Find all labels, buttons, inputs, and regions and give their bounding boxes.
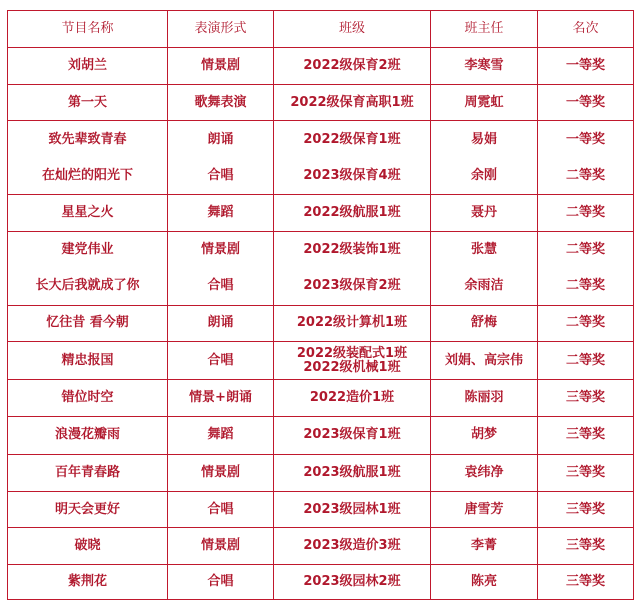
class-cell (274, 416, 431, 454)
class-cell (274, 528, 431, 565)
award-results-table (7, 10, 634, 600)
program-name-cell: 长大后我就成了你 (8, 268, 168, 305)
class-line: 2023级园林2班 (303, 574, 401, 590)
head-teacher-cell: 袁纬净 (431, 454, 538, 491)
class-line: 2022级保育高职1班 (290, 94, 414, 110)
rank-cell: 三等奖 (538, 380, 634, 417)
program-name-cell: 错位时空 (8, 380, 168, 417)
header-row (8, 11, 634, 48)
table-row (8, 158, 634, 195)
rank-cell: 一等奖 (538, 121, 634, 158)
performance-form-cell: 舞蹈 (168, 416, 274, 454)
performance-form-cell: 朗诵 (168, 305, 274, 342)
head-teacher-cell: 舒梅 (431, 305, 538, 342)
program-name-cell: 刘胡兰 (8, 47, 168, 84)
program-name-cell: 第一天 (8, 84, 168, 121)
column-header: 班主任 (431, 11, 538, 48)
table-row (8, 305, 634, 342)
performance-form-cell: 合唱 (168, 268, 274, 305)
head-teacher-cell: 聂丹 (431, 195, 538, 232)
table-row (8, 528, 634, 565)
rank-cell: 二等奖 (538, 195, 634, 232)
head-teacher-cell: 唐雪芳 (431, 491, 538, 528)
rank-cell: 一等奖 (538, 84, 634, 121)
table-row (8, 84, 634, 121)
program-name-cell: 建党伟业 (8, 231, 168, 268)
program-name-cell: 精忠报国 (8, 342, 168, 380)
performance-form-cell: 情景剧 (168, 47, 274, 84)
rank-cell: 二等奖 (538, 342, 634, 380)
table-row (8, 47, 634, 84)
table-row (8, 416, 634, 454)
class-cell (274, 305, 431, 342)
column-header: 节目名称 (8, 11, 168, 48)
class-line: 2023级保育1班 (303, 427, 401, 443)
table-row (8, 195, 634, 232)
program-name-cell: 星星之火 (8, 195, 168, 232)
class-cell (274, 380, 431, 417)
performance-form-cell: 合唱 (168, 565, 274, 600)
table-row (8, 121, 634, 158)
class-line: 2022级装饰1班 (303, 242, 401, 258)
class-cell (274, 158, 431, 195)
program-name-cell: 忆往昔 看今朝 (8, 305, 168, 342)
rank-cell: 一等奖 (538, 47, 634, 84)
class-line: 2022级装配式1班 (296, 345, 408, 361)
class-cell (274, 342, 431, 380)
class-line: 2022级航服1班 (303, 204, 401, 220)
program-name-cell: 在灿烂的阳光下 (8, 158, 168, 195)
table-row (8, 268, 634, 305)
performance-form-cell: 合唱 (168, 158, 274, 195)
program-name-cell: 致先辈致青春 (8, 121, 168, 158)
table-row (8, 342, 634, 380)
class-cell (274, 121, 431, 158)
rank-cell: 二等奖 (538, 268, 634, 305)
class-cell (274, 195, 431, 232)
class-line: 2023级保育2班 (303, 278, 401, 294)
table-row (8, 565, 634, 600)
table-body (8, 11, 634, 600)
class-line: 2023级造价3班 (303, 538, 401, 554)
rank-cell: 三等奖 (538, 528, 634, 565)
rank-cell: 二等奖 (538, 231, 634, 268)
class-line: 2023级航服1班 (303, 464, 401, 480)
head-teacher-cell: 李寒雪 (431, 47, 538, 84)
performance-form-cell: 情景剧 (168, 231, 274, 268)
head-teacher-cell: 陈亮 (431, 565, 538, 600)
class-cell (274, 454, 431, 491)
class-line: 2022造价1班 (309, 390, 395, 406)
head-teacher-cell: 易娟 (431, 121, 538, 158)
column-header: 名次 (538, 11, 634, 48)
head-teacher-cell: 周霓虹 (431, 84, 538, 121)
head-teacher-cell: 陈丽羽 (431, 380, 538, 417)
table-row (8, 454, 634, 491)
class-cell (274, 565, 431, 600)
rank-cell: 三等奖 (538, 416, 634, 454)
performance-form-cell: 情景+朗诵 (168, 380, 274, 417)
program-name-cell: 浪漫花瓣雨 (8, 416, 168, 454)
class-line: 2022级机械1班 (303, 359, 401, 375)
class-cell (274, 491, 431, 528)
head-teacher-cell: 张慧 (431, 231, 538, 268)
table-row (8, 380, 634, 417)
head-teacher-cell: 余雨洁 (431, 268, 538, 305)
class-line: 2022级保育1班 (303, 131, 401, 147)
class-line: 2023级园林1班 (303, 501, 401, 517)
performance-form-cell: 情景剧 (168, 528, 274, 565)
program-name-cell: 紫荆花 (8, 565, 168, 600)
column-header: 表演形式 (168, 11, 274, 48)
performance-form-cell: 歌舞表演 (168, 84, 274, 121)
class-cell (274, 47, 431, 84)
performance-form-cell: 合唱 (168, 342, 274, 380)
column-header: 班级 (274, 11, 431, 48)
rank-cell: 三等奖 (538, 454, 634, 491)
rank-cell: 二等奖 (538, 158, 634, 195)
performance-form-cell: 舞蹈 (168, 195, 274, 232)
program-name-cell: 破晓 (8, 528, 168, 565)
rank-cell: 二等奖 (538, 305, 634, 342)
head-teacher-cell: 胡梦 (431, 416, 538, 454)
performance-form-cell: 情景剧 (168, 454, 274, 491)
head-teacher-cell: 刘娟、高宗伟 (431, 342, 538, 380)
class-cell (274, 84, 431, 121)
program-name-cell: 明天会更好 (8, 491, 168, 528)
class-line: 2022级计算机1班 (296, 315, 408, 331)
class-cell (274, 268, 431, 305)
class-cell (274, 231, 431, 268)
head-teacher-cell: 余刚 (431, 158, 538, 195)
program-name-cell: 百年青春路 (8, 454, 168, 491)
class-line: 2022级保育2班 (303, 57, 401, 73)
table-row (8, 231, 634, 268)
rank-cell: 三等奖 (538, 565, 634, 600)
head-teacher-cell: 李菁 (431, 528, 538, 565)
table-row (8, 491, 634, 528)
performance-form-cell: 朗诵 (168, 121, 274, 158)
class-line: 2023级保育4班 (303, 167, 401, 183)
rank-cell: 三等奖 (538, 491, 634, 528)
performance-form-cell: 合唱 (168, 491, 274, 528)
